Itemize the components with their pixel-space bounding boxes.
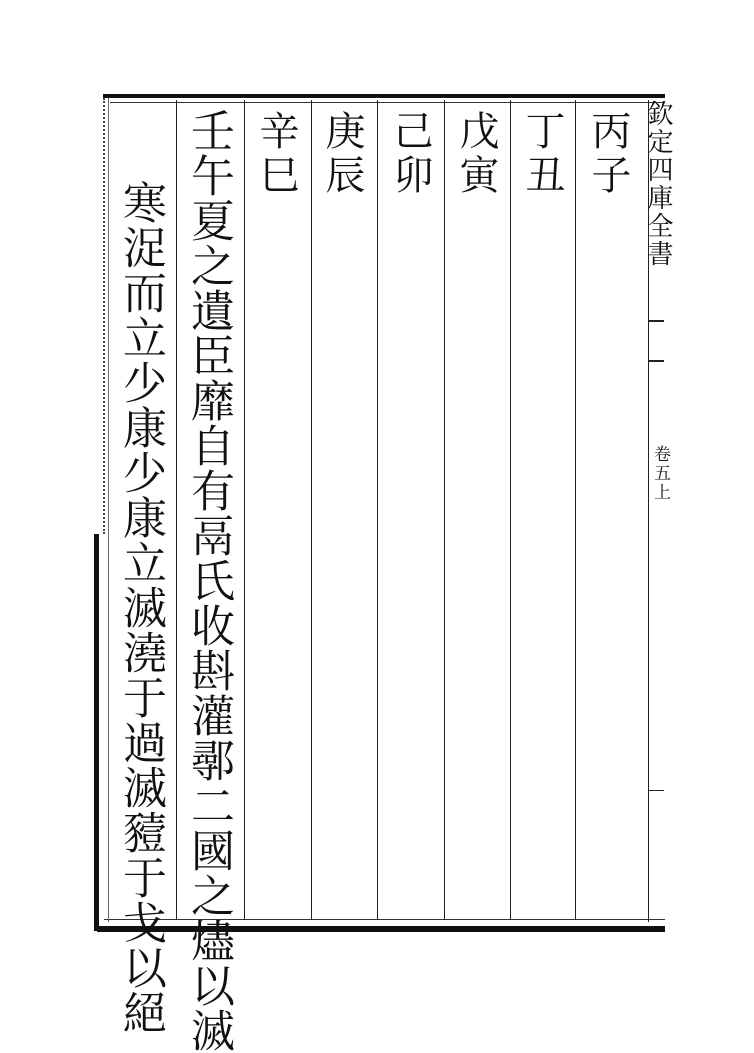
- spine-tick: [648, 790, 664, 791]
- entry-wuyin: 戊寅: [453, 110, 499, 198]
- column-rule: [444, 100, 445, 920]
- frame-top-border: [103, 94, 665, 98]
- entry-gengchen: 庚辰: [319, 110, 365, 198]
- volume-label: 卷五上: [650, 445, 670, 502]
- frame-top-inner-border: [110, 102, 665, 103]
- entry-jimao: 己卯: [387, 110, 433, 198]
- frame-left-dotted-border: [103, 98, 105, 534]
- entry-sisi: 辛巳: [253, 110, 299, 198]
- frame-left-border: [94, 534, 99, 931]
- entry-bingzi: 丙子: [585, 110, 631, 198]
- frame-left-thin-border: [108, 98, 109, 922]
- column-rule: [510, 100, 511, 920]
- text-column-2: 寒浞而立少康少康立滅澆于過滅豷于戈以絕: [115, 180, 166, 1035]
- column-rule: [244, 100, 245, 920]
- text-column-1: 壬午夏之遺臣靡自有鬲氏收斟灌鄩二國之燼以滅: [183, 108, 234, 1053]
- entry-dingchou: 丁丑: [519, 110, 565, 198]
- fish-tail-mark: [648, 320, 664, 362]
- column-rule: [575, 100, 576, 920]
- column-rule: [311, 100, 312, 920]
- column-rule: [176, 100, 177, 920]
- column-rule: [377, 100, 378, 920]
- book-title: 欽定四庫全書: [643, 100, 673, 268]
